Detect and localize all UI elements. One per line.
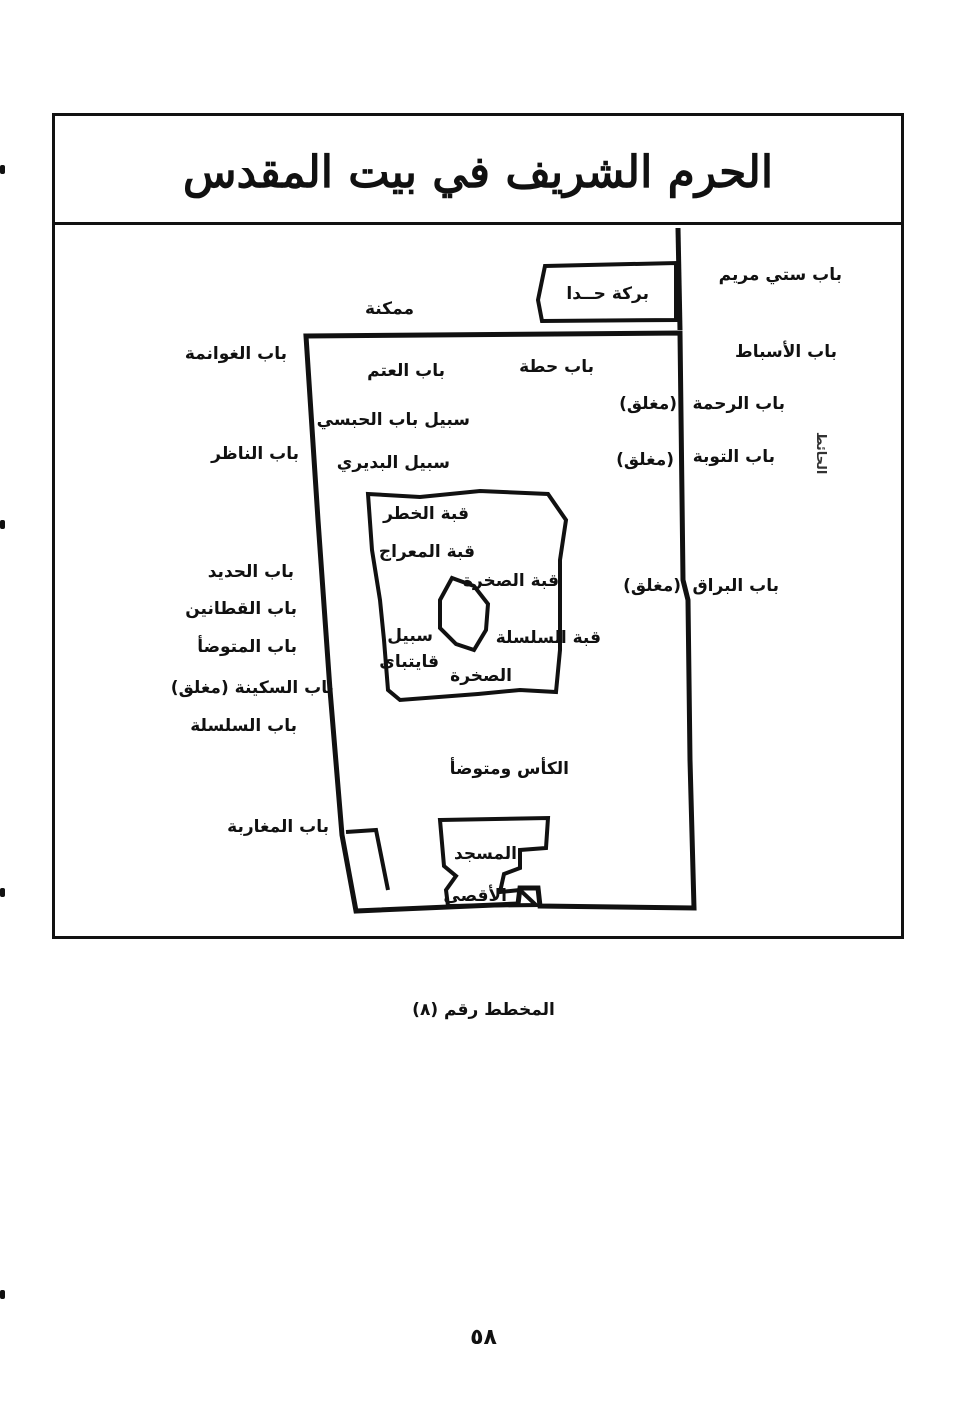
label-bab-al-mutawadda: باب المتوضأ [197,637,297,657]
label-bab-al-maghariba: باب المغاربة [227,817,329,837]
label-bab-al-nazir: باب الناظر [211,444,299,464]
label-al-masjid: المسجد [454,844,517,864]
east-wall-line [678,228,680,330]
label-bab-sitti-maryam: باب ستي مريم [718,265,842,285]
margin-mark [0,888,5,897]
margin-mark [0,165,5,174]
label-mughlaq-buraq: (مغلق) [623,576,681,596]
label-mamkana: ممكنة [364,299,414,319]
diagram-title: الحرم الشريف في بيت المقدس [182,147,774,198]
label-vertical-wall: الحائط [813,432,828,475]
label-bab-al-hadid: باب الحديد [207,562,294,582]
label-bab-al-rahma: باب الرحمة [692,394,785,414]
label-bab-al-ghawanima: باب الغوانمة [184,344,287,364]
label-bab-al-silsila: باب السلسلة [190,716,297,736]
label-sabil: سبيل [387,626,433,646]
label-sabil-bab-al-habsi: سبيل باب الحبسي [316,410,470,430]
label-bab-al-buraq: باب البراق [692,576,779,596]
label-al-kas: الكأس ومتوضأ [449,759,569,779]
label-mughlaq-tawba: (مغلق) [616,450,674,470]
margin-mark [0,520,5,529]
label-mughlaq-rahma: (مغلق) [619,394,677,414]
label-bab-al-atm: باب العتم [367,361,445,381]
margin-mark [0,1290,5,1299]
label-qubbat-al-sakhra: قبة الصخرة [462,571,559,591]
label-birkat-hada: بركة حــدا [566,284,649,304]
label-qubbat-al-khidr: قبة الخطر [383,504,469,524]
figure-caption: المخطط رقم (٨) [412,1000,555,1020]
label-qubbat-al-miraj: قبة المعراج [378,542,475,562]
label-al-aqsa: الأقصى [443,886,507,906]
label-qaytbay: قايتباي [379,652,439,672]
label-qubbat-al-silsila: قبة السلسلة [495,628,601,648]
label-sabil-al-budayri: سبيل البديري [336,453,450,473]
label-bab-al-asbat: باب الأسباط [735,342,837,362]
label-bab-al-qattanin: باب القطانين [185,599,297,619]
label-al-sakhra: الصخرة [450,666,512,686]
label-bab-al-tawba: باب التوبة [692,447,775,467]
label-bab-hitta: باب حطة [519,357,594,377]
label-bab-al-sakina: باب السكينة (مغلق) [170,678,334,698]
page-number: ٥٨ [470,1325,497,1350]
